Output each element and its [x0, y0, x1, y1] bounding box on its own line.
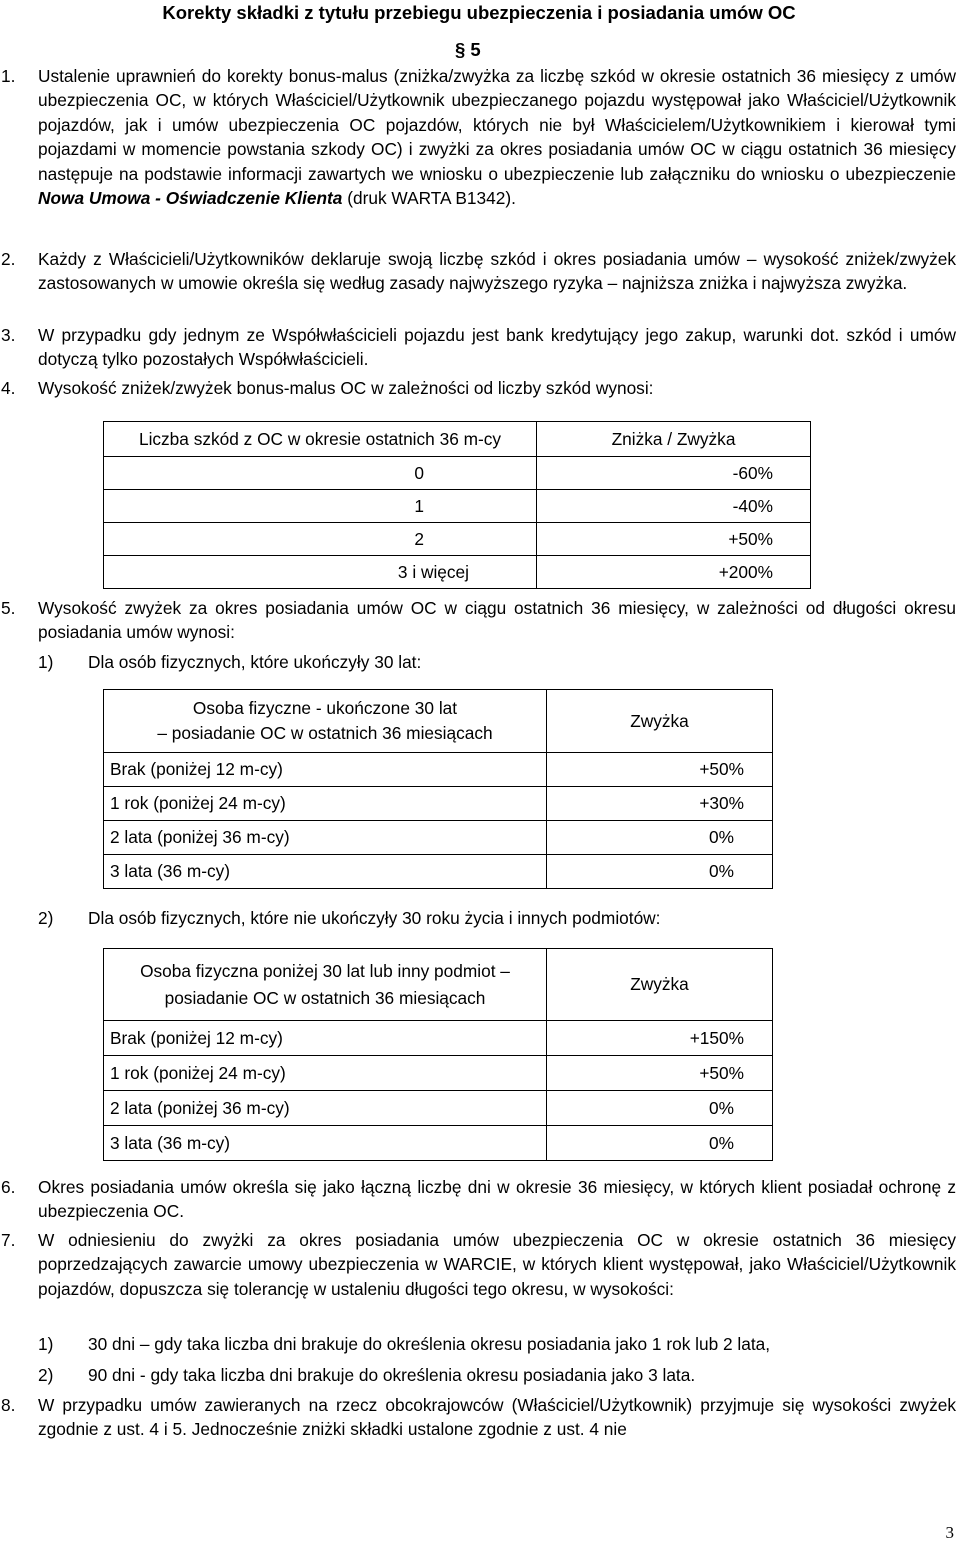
- paragraph-text: Okres posiadania umów określa się jako łączną liczbę dni w okresie 36 miesięcy, w których klient posiadał ochronę z ubezpieczenia OC.: [38, 1177, 956, 1222]
- table-cell: 2: [104, 523, 537, 556]
- title-text: Korekty składki z tytułu przebiegu ubezpieczenia i posiadania umów OC: [162, 2, 796, 23]
- sub-point-number: 2): [38, 908, 54, 928]
- paragraph-number: 8.: [1, 1395, 16, 1415]
- table-row: [104, 787, 773, 821]
- page-title: [0, 2, 960, 24]
- header-line: Osoba fizyczne - ukończone 30 lat: [192, 698, 458, 718]
- table-cell: 2 lata (poniżej 36 m-cy): [104, 821, 547, 855]
- sub-point-5-1: [38, 650, 938, 674]
- table-header-cell: [104, 690, 547, 753]
- paragraph-text: W przypadku gdy jednym ze Współwłaścicieli pojazdu jest bank kredytujący jego zakup, warunki dot. szkód i umów dotyczą tylko pozostałych Współwłaścicieli.: [38, 325, 956, 370]
- sub-point-7-2: [38, 1363, 938, 1387]
- paragraph-text: W przypadku umów zawieranych na rzecz obcokrajowców (Właściciel/Użytkownik) przyjmuje się wysokości zwyżek zgodnie z ust. 4 i 5. Jednocześnie zniżki składki ustalone zgodnie z ust. 4 nie: [38, 1395, 956, 1440]
- paragraph-number: 4.: [1, 378, 16, 398]
- table-cell: 2 lata (poniżej 36 m-cy): [104, 1091, 547, 1126]
- sub-point-7-1: [38, 1332, 938, 1356]
- header-line: Osoba fizyczna poniżej 30 lat lub inny podmiot –: [140, 960, 510, 981]
- sub-point-text: Dla osób fizycznych, które nie ukończyły 30 roku życia i innych podmiotów:: [88, 908, 661, 928]
- table-cell: +50%: [537, 523, 811, 556]
- table-cell: 0%: [547, 1126, 773, 1161]
- table-cell: 3 lata (36 m-cy): [104, 855, 547, 889]
- paragraph-text: Wysokość zwyżek za okres posiadania umów OC w ciągu ostatnich 36 miesięcy, w zależności od długości okresu posiadania umów wynosi:: [38, 598, 956, 643]
- table-row: [104, 556, 811, 589]
- table-cell: 0%: [547, 1091, 773, 1126]
- table-header-row: [104, 422, 811, 457]
- sub-point-5-2: [38, 906, 938, 930]
- header-line: – posiadanie OC w ostatnich 36 miesiącach: [157, 723, 493, 743]
- paragraph-5: [1, 596, 956, 645]
- sub-point-text: 90 dni - gdy taka liczba dni brakuje do określenia okresu posiadania jako 3 lata.: [88, 1365, 696, 1385]
- paragraph-3: [1, 323, 956, 372]
- table-row: [104, 1126, 773, 1161]
- paragraph-text: Ustalenie uprawnień do korekty bonus-malus (zniżka/zwyżka za liczbę szkód w okresie ostatnich 36 miesięcy z umów ubezpieczenia OC, w których Właściciel/Użytkownik ubezpieczanego pojazdu występował jako Właściciel/Użytkownik pojazdów, jak i umów ubezpieczenia OC pojazdów, których nie był Właścicielem/Użytkownikiem i kierował tymi pojazdami w momencie powstania szkody OC) i zwyżki za okres posiadania umów OC w ciągu ostatnich 36 miesięcy następuje na podstawie informacji zawartych we wniosku o ubezpieczenie lub załączniku do wniosku o ubezpieczenie: [38, 66, 956, 184]
- table-cell: Brak (poniżej 12 m-cy): [104, 753, 547, 787]
- table-cell: +50%: [547, 753, 773, 787]
- adult-history-table: [103, 689, 773, 889]
- table-cell: 0: [104, 457, 537, 490]
- table-header-cell: Zniżka / Zwyżka: [537, 422, 811, 457]
- table-cell: +30%: [547, 787, 773, 821]
- sub-point-text: Dla osób fizycznych, które ukończyły 30 lat:: [88, 652, 422, 672]
- table-row: [104, 457, 811, 490]
- paragraph-text: W odniesieniu do zwyżki za okres posiadania umów ubezpieczenia OC w okresie ostatnich 36 miesięcy poprzedzających zawarcie umowy ubezpieczenia w WARCIE, w których klient występował, jako Właściciel/Użytkownik pojazdów, dopuszcza się tolerancję w ustaleniu długości tego okresu, w wysokości:: [38, 1230, 956, 1299]
- table-row: [104, 753, 773, 787]
- paragraph-number: 5.: [1, 598, 16, 618]
- paragraph-text: Wysokość zniżek/zwyżek bonus-malus OC w zależności od liczby szkód wynosi:: [38, 378, 654, 398]
- paragraph-7: [1, 1228, 956, 1301]
- table-header-cell: [104, 949, 547, 1021]
- paragraph-2: [1, 247, 956, 296]
- table-cell: 0%: [547, 821, 773, 855]
- sub-point-number: 1): [38, 1334, 54, 1354]
- table-cell: +50%: [547, 1056, 773, 1091]
- paragraph-number: 2.: [1, 249, 16, 269]
- table-row: [104, 1056, 773, 1091]
- paragraph-1: [1, 64, 956, 210]
- paragraph-number: 1.: [1, 66, 16, 86]
- header-line: posiadanie OC w ostatnich 36 miesiącach: [164, 987, 486, 1008]
- table-row: [104, 1021, 773, 1056]
- table-cell: Brak (poniżej 12 m-cy): [104, 1021, 547, 1056]
- table-cell: 3 lata (36 m-cy): [104, 1126, 547, 1161]
- table-header-cell: Liczba szkód z OC w okresie ostatnich 36 m-cy: [104, 422, 537, 457]
- table-header-row: [104, 690, 773, 753]
- paragraph-4: [1, 376, 956, 400]
- bonus-malus-table: [103, 421, 811, 589]
- table-row: [104, 821, 773, 855]
- paragraph-6: [1, 1175, 956, 1224]
- table-cell: 1 rok (poniżej 24 m-cy): [104, 787, 547, 821]
- table-cell: 1: [104, 490, 537, 523]
- table-cell: -40%: [537, 490, 811, 523]
- page-number: 3: [945, 1523, 954, 1542]
- sub-point-number: 1): [38, 652, 54, 672]
- paragraph-number: 6.: [1, 1177, 16, 1197]
- table-row: [104, 523, 811, 556]
- table-cell: +200%: [537, 556, 811, 589]
- young-history-table: [103, 948, 773, 1161]
- table-cell: 1 rok (poniżej 24 m-cy): [104, 1056, 547, 1091]
- table-cell: 0%: [547, 855, 773, 889]
- table-row: [104, 1091, 773, 1126]
- form-name: Nowa Umowa - Oświadczenie Klienta: [38, 188, 343, 209]
- sub-point-number: 2): [38, 1365, 54, 1385]
- table-cell: -60%: [537, 457, 811, 490]
- paragraph-text: Każdy z Właścicieli/Użytkowników deklaruje swoją liczbę szkód i okres posiadania umów – wysokość zniżek/zwyżek zastosowanych w umowie określa się według zasady najwyższego ryzyka – najniższa zniżka i najwyższa zwyżka.: [38, 249, 956, 294]
- sub-point-text: 30 dni – gdy taka liczba dni brakuje do określenia okresu posiadania jako 1 rok lub 2 lata,: [88, 1334, 771, 1354]
- paragraph-number: 3.: [1, 325, 16, 345]
- section-number: § 5: [455, 39, 481, 60]
- table-row: [104, 855, 773, 889]
- table-cell: +150%: [547, 1021, 773, 1056]
- table-cell: 3 i więcej: [104, 556, 537, 589]
- paragraph-text-end: (druk WARTA B1342).: [342, 188, 516, 209]
- paragraph-number: 7.: [1, 1230, 16, 1250]
- table-header-row: [104, 949, 773, 1021]
- table-header-cell: Zwyżka: [547, 690, 773, 753]
- table-row: [104, 490, 811, 523]
- table-header-cell: Zwyżka: [547, 949, 773, 1021]
- paragraph-8: [1, 1393, 956, 1442]
